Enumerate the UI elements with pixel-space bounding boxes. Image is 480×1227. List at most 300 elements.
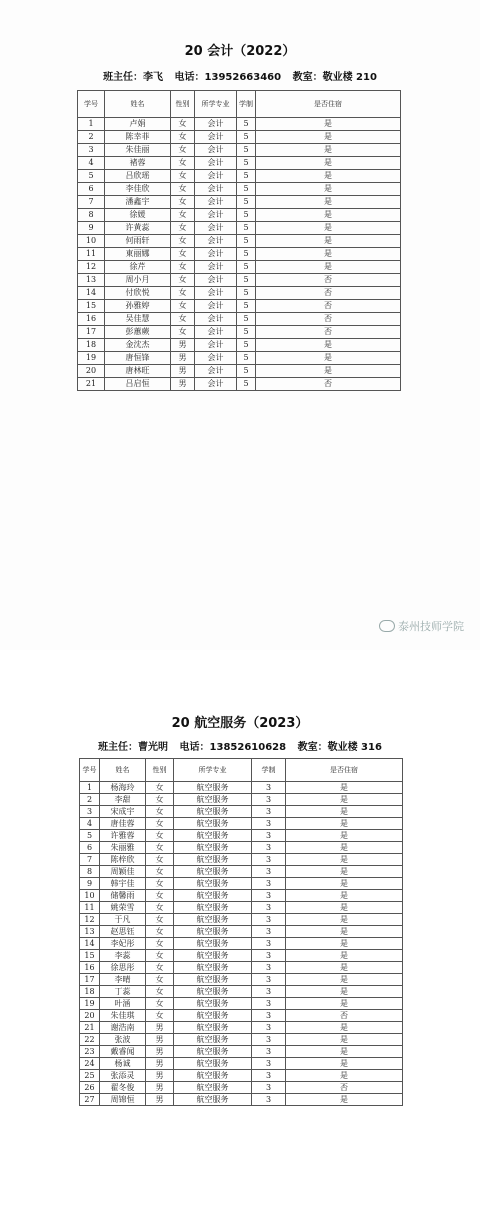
cell-gender: 女: [146, 950, 174, 962]
cell-student-id: 23: [80, 1046, 100, 1058]
cell-major: 航空服务: [174, 866, 252, 878]
cell-student-name: 叶涵: [100, 998, 146, 1010]
cell-student-name: 戴睿闻: [100, 1046, 146, 1058]
cell-boarding: 是: [286, 962, 403, 974]
cell-student-id: 18: [78, 339, 105, 352]
table-row: [78, 287, 401, 300]
cell-student-id: 20: [78, 365, 105, 378]
cell-boarding: 是: [256, 261, 401, 274]
table-row: [80, 830, 403, 842]
cell-student-name: 何雨轩: [105, 235, 171, 248]
cell-years: 3: [252, 854, 286, 866]
column-header-boarding: 是否住宿: [286, 759, 403, 782]
cell-student-name: 张添灵: [100, 1070, 146, 1082]
cell-years: 5: [237, 287, 256, 300]
cell-gender: 女: [171, 326, 195, 339]
cell-boarding: 是: [256, 222, 401, 235]
column-header-major: 所学专业: [195, 91, 237, 118]
cell-major: 会计: [195, 313, 237, 326]
cell-gender: 女: [146, 782, 174, 794]
cell-major: 航空服务: [174, 938, 252, 950]
table-row: [78, 183, 401, 196]
cell-student-name: 张波: [100, 1034, 146, 1046]
table-row: [80, 866, 403, 878]
table-row: [80, 974, 403, 986]
cell-student-id: 18: [80, 986, 100, 998]
student-table: [77, 90, 401, 391]
cell-years: 3: [252, 962, 286, 974]
cell-boarding: 是: [256, 144, 401, 157]
cell-student-name: 韩宇佳: [100, 878, 146, 890]
cell-gender: 男: [171, 378, 195, 391]
cell-gender: 女: [146, 842, 174, 854]
cell-student-name: 李晴: [100, 974, 146, 986]
cell-boarding: 是: [256, 118, 401, 131]
cell-major: 会计: [195, 326, 237, 339]
cell-gender: 女: [171, 235, 195, 248]
cell-major: 航空服务: [174, 974, 252, 986]
cell-major: 会计: [195, 183, 237, 196]
cell-student-name: 陈梓欣: [100, 854, 146, 866]
table-row: [80, 1010, 403, 1022]
cell-student-name: 金沈杰: [105, 339, 171, 352]
cell-student-name: 徐媛: [105, 209, 171, 222]
cell-student-id: 11: [78, 248, 105, 261]
cell-years: 3: [252, 1010, 286, 1022]
cell-boarding: 是: [286, 1022, 403, 1034]
cell-major: 会计: [195, 170, 237, 183]
cell-boarding: 是: [286, 842, 403, 854]
cell-major: 航空服务: [174, 986, 252, 998]
cell-years: 3: [252, 818, 286, 830]
table-row: [80, 794, 403, 806]
column-header-gender: 性别: [171, 91, 195, 118]
class-info: [0, 68, 480, 83]
cell-gender: 女: [171, 274, 195, 287]
cell-years: 5: [237, 157, 256, 170]
cell-gender: 女: [146, 866, 174, 878]
cell-boarding: 是: [256, 365, 401, 378]
cell-major: 会计: [195, 261, 237, 274]
cell-boarding: 是: [256, 235, 401, 248]
cell-gender: 女: [146, 854, 174, 866]
cell-boarding: 是: [286, 1070, 403, 1082]
cell-gender: 女: [171, 131, 195, 144]
cell-student-name: 東丽娜: [105, 248, 171, 261]
cell-student-id: 12: [78, 261, 105, 274]
cell-major: 会计: [195, 144, 237, 157]
column-header-student-id: 学号: [80, 759, 100, 782]
cell-major: 航空服务: [174, 806, 252, 818]
cell-boarding: 是: [286, 866, 403, 878]
cell-boarding: 否: [256, 313, 401, 326]
cell-major: 航空服务: [174, 830, 252, 842]
cell-student-name: 姚荣雪: [100, 902, 146, 914]
cell-gender: 女: [171, 313, 195, 326]
cell-student-name: 丁蕊: [100, 986, 146, 998]
table-row: [80, 1070, 403, 1082]
cell-gender: 男: [146, 1070, 174, 1082]
cell-student-id: 20: [80, 1010, 100, 1022]
cell-student-name: 李妃彤: [100, 938, 146, 950]
cell-years: 5: [237, 183, 256, 196]
cell-student-id: 16: [80, 962, 100, 974]
cell-boarding: 是: [286, 1034, 403, 1046]
cell-major: 航空服务: [174, 1082, 252, 1094]
cell-major: 航空服务: [174, 854, 252, 866]
cell-boarding: 是: [256, 157, 401, 170]
cell-boarding: 是: [286, 1046, 403, 1058]
cell-student-name: 潘鑫宇: [105, 196, 171, 209]
table-row: [80, 902, 403, 914]
cell-student-id: 26: [80, 1082, 100, 1094]
cell-years: 3: [252, 866, 286, 878]
cell-boarding: 是: [286, 818, 403, 830]
table-row: [78, 339, 401, 352]
table-row: [78, 365, 401, 378]
cell-years: 3: [252, 1094, 286, 1106]
cell-student-name: 周颖佳: [100, 866, 146, 878]
cell-student-id: 13: [80, 926, 100, 938]
cell-student-id: 10: [78, 235, 105, 248]
cell-boarding: 是: [286, 1058, 403, 1070]
cell-student-id: 22: [80, 1034, 100, 1046]
cell-gender: 女: [171, 196, 195, 209]
cell-gender: 男: [146, 1022, 174, 1034]
section-title: 20 会计（2022）: [184, 44, 296, 59]
phone-label: 电话：13852610628: [179, 742, 287, 753]
cell-student-id: 6: [78, 183, 105, 196]
table-row: [80, 938, 403, 950]
cell-boarding: 是: [256, 131, 401, 144]
cell-major: 会计: [195, 157, 237, 170]
cell-gender: 男: [146, 1058, 174, 1070]
table-row: [80, 926, 403, 938]
cell-student-id: 4: [80, 818, 100, 830]
cell-major: 会计: [195, 131, 237, 144]
cell-major: 航空服务: [174, 794, 252, 806]
cell-gender: 男: [146, 1046, 174, 1058]
column-header-student-id: 学号: [78, 91, 105, 118]
cell-student-name: 李蕊: [100, 950, 146, 962]
column-header-student-name: 姓名: [100, 759, 146, 782]
cell-student-id: 6: [80, 842, 100, 854]
cell-student-id: 15: [78, 300, 105, 313]
cell-student-name: 唐恒锋: [105, 352, 171, 365]
cell-student-name: 许雅蓉: [100, 830, 146, 842]
cell-gender: 女: [146, 902, 174, 914]
table-row: [78, 144, 401, 157]
cell-years: 5: [237, 274, 256, 287]
cell-years: 3: [252, 974, 286, 986]
cell-years: 3: [252, 938, 286, 950]
cell-gender: 女: [171, 118, 195, 131]
cell-boarding: 否: [256, 378, 401, 391]
cell-gender: 女: [146, 974, 174, 986]
cell-student-id: 14: [78, 287, 105, 300]
cell-major: 航空服务: [174, 1058, 252, 1070]
cell-student-id: 7: [80, 854, 100, 866]
table-row: [78, 170, 401, 183]
cell-major: 航空服务: [174, 962, 252, 974]
table-row: [78, 274, 401, 287]
table-row: [80, 1046, 403, 1058]
table-row: [80, 1034, 403, 1046]
cell-years: 5: [237, 170, 256, 183]
cell-years: 5: [237, 365, 256, 378]
cell-years: 5: [237, 222, 256, 235]
cell-gender: 女: [171, 300, 195, 313]
table-row: [80, 962, 403, 974]
wechat-icon: [379, 620, 395, 632]
cell-student-name: 吕启恒: [105, 378, 171, 391]
cell-student-id: 8: [78, 209, 105, 222]
cell-boarding: 否: [286, 1082, 403, 1094]
cell-student-name: 孙雅婷: [105, 300, 171, 313]
cell-student-name: 许黄蕊: [105, 222, 171, 235]
cell-years: 5: [237, 339, 256, 352]
cell-years: 3: [252, 842, 286, 854]
table-header-row: [78, 91, 401, 118]
cell-student-name: 朱佳琪: [100, 1010, 146, 1022]
cell-boarding: 否: [256, 287, 401, 300]
cell-student-id: 9: [80, 878, 100, 890]
student-table: [79, 758, 403, 1106]
cell-boarding: 是: [286, 1094, 403, 1106]
cell-major: 会计: [195, 235, 237, 248]
column-header-boarding: 是否住宿: [256, 91, 401, 118]
cell-student-id: 17: [80, 974, 100, 986]
cell-major: 会计: [195, 378, 237, 391]
cell-student-id: 12: [80, 914, 100, 926]
cell-years: 3: [252, 806, 286, 818]
column-header-major: 所学专业: [174, 759, 252, 782]
cell-boarding: 是: [256, 196, 401, 209]
cell-major: 会计: [195, 300, 237, 313]
cell-years: 5: [237, 352, 256, 365]
cell-boarding: 是: [286, 974, 403, 986]
cell-years: 3: [252, 1082, 286, 1094]
cell-student-id: 21: [80, 1022, 100, 1034]
cell-years: 3: [252, 878, 286, 890]
cell-student-name: 储馨雨: [100, 890, 146, 902]
cell-years: 3: [252, 1070, 286, 1082]
cell-student-name: 付欣悦: [105, 287, 171, 300]
cell-student-id: 1: [78, 118, 105, 131]
cell-student-name: 于凡: [100, 914, 146, 926]
cell-boarding: 是: [286, 926, 403, 938]
cell-boarding: 是: [286, 950, 403, 962]
cell-gender: 女: [146, 806, 174, 818]
cell-years: 3: [252, 902, 286, 914]
table-row: [78, 300, 401, 313]
table-row: [78, 196, 401, 209]
cell-major: 航空服务: [174, 998, 252, 1010]
cell-student-id: 3: [80, 806, 100, 818]
cell-gender: 男: [146, 1034, 174, 1046]
cell-boarding: 是: [256, 209, 401, 222]
room-label: 教室：敬业楼 316: [297, 742, 382, 753]
cell-student-id: 2: [78, 131, 105, 144]
column-header-student-name: 姓名: [105, 91, 171, 118]
cell-years: 5: [237, 300, 256, 313]
table-row: [80, 818, 403, 830]
cell-boarding: 是: [256, 352, 401, 365]
cell-years: 3: [252, 986, 286, 998]
cell-years: 3: [252, 914, 286, 926]
cell-student-id: 7: [78, 196, 105, 209]
cell-student-name: 杨海玲: [100, 782, 146, 794]
cell-gender: 女: [146, 1010, 174, 1022]
cell-student-name: 周锦恒: [100, 1094, 146, 1106]
cell-boarding: 是: [286, 878, 403, 890]
table-row: [80, 1094, 403, 1106]
table-row: [78, 222, 401, 235]
cell-major: 航空服务: [174, 1010, 252, 1022]
cell-student-id: 21: [78, 378, 105, 391]
cell-boarding: 是: [286, 998, 403, 1010]
cell-major: 会计: [195, 365, 237, 378]
cell-boarding: 是: [256, 183, 401, 196]
cell-major: 航空服务: [174, 818, 252, 830]
table-row: [78, 118, 401, 131]
cell-gender: 女: [171, 183, 195, 196]
cell-years: 3: [252, 926, 286, 938]
cell-student-name: 赵思钰: [100, 926, 146, 938]
cell-years: 3: [252, 1022, 286, 1034]
cell-student-name: 吴佳慧: [105, 313, 171, 326]
cell-major: 会计: [195, 209, 237, 222]
cell-student-name: 宋成宇: [100, 806, 146, 818]
column-header-gender: 性别: [146, 759, 174, 782]
cell-boarding: 是: [256, 170, 401, 183]
cell-student-name: 陈幸菲: [105, 131, 171, 144]
cell-gender: 女: [146, 938, 174, 950]
cell-student-id: 1: [80, 782, 100, 794]
table-row: [78, 131, 401, 144]
cell-boarding: 是: [286, 854, 403, 866]
cell-boarding: 是: [286, 938, 403, 950]
cell-years: 3: [252, 830, 286, 842]
cell-major: 航空服务: [174, 842, 252, 854]
cell-boarding: 是: [286, 890, 403, 902]
table-row: [78, 352, 401, 365]
watermark: [379, 618, 464, 634]
cell-student-name: 朱丽雅: [100, 842, 146, 854]
cell-student-id: 9: [78, 222, 105, 235]
table-row: [80, 782, 403, 794]
cell-years: 5: [237, 326, 256, 339]
cell-gender: 女: [146, 962, 174, 974]
cell-years: 3: [252, 782, 286, 794]
section-title: 20 航空服务（2023）: [171, 716, 309, 731]
cell-student-id: 24: [80, 1058, 100, 1070]
table-row: [80, 854, 403, 866]
cell-major: 会计: [195, 196, 237, 209]
cell-student-id: 15: [80, 950, 100, 962]
cell-student-name: 褚蓉: [105, 157, 171, 170]
table-row: [80, 998, 403, 1010]
table-row: [80, 914, 403, 926]
cell-gender: 男: [171, 352, 195, 365]
cell-gender: 男: [171, 339, 195, 352]
cell-boarding: 否: [256, 326, 401, 339]
cell-years: 5: [237, 144, 256, 157]
cell-major: 航空服务: [174, 890, 252, 902]
cell-years: 5: [237, 313, 256, 326]
cell-gender: 女: [146, 890, 174, 902]
cell-student-id: 4: [78, 157, 105, 170]
cell-years: 3: [252, 1046, 286, 1058]
teacher-label: 班主任：李飞: [103, 72, 164, 83]
cell-major: 航空服务: [174, 914, 252, 926]
cell-student-id: 27: [80, 1094, 100, 1106]
cell-years: 3: [252, 950, 286, 962]
cell-boarding: 是: [286, 914, 403, 926]
cell-student-name: 徐思彤: [100, 962, 146, 974]
teacher-label: 班主任：曹光明: [98, 742, 169, 753]
cell-gender: 女: [146, 818, 174, 830]
cell-boarding: 是: [256, 248, 401, 261]
cell-student-id: 13: [78, 274, 105, 287]
cell-gender: 女: [146, 998, 174, 1010]
cell-student-id: 5: [80, 830, 100, 842]
cell-student-name: 李甜: [100, 794, 146, 806]
cell-boarding: 是: [286, 986, 403, 998]
cell-years: 3: [252, 1058, 286, 1070]
cell-boarding: 否: [286, 1010, 403, 1022]
cell-student-id: 3: [78, 144, 105, 157]
cell-boarding: 否: [256, 274, 401, 287]
cell-boarding: 是: [256, 339, 401, 352]
room-label: 教室：敬业楼 210: [292, 72, 377, 83]
table-row: [80, 890, 403, 902]
cell-major: 航空服务: [174, 1094, 252, 1106]
table-row: [80, 1022, 403, 1034]
cell-years: 5: [237, 196, 256, 209]
cell-major: 会计: [195, 248, 237, 261]
cell-gender: 男: [146, 1094, 174, 1106]
cell-gender: 女: [171, 287, 195, 300]
table-row: [78, 157, 401, 170]
column-header-years: 学制: [237, 91, 256, 118]
table-row: [78, 326, 401, 339]
cell-gender: 女: [146, 794, 174, 806]
table-row: [78, 378, 401, 391]
table-row: [80, 806, 403, 818]
cell-years: 5: [237, 248, 256, 261]
cell-major: 航空服务: [174, 950, 252, 962]
cell-gender: 女: [146, 830, 174, 842]
cell-major: 航空服务: [174, 902, 252, 914]
cell-student-id: 8: [80, 866, 100, 878]
cell-years: 3: [252, 998, 286, 1010]
table-row: [80, 1058, 403, 1070]
cell-gender: 男: [146, 1082, 174, 1094]
cell-student-id: 2: [80, 794, 100, 806]
cell-years: 5: [237, 235, 256, 248]
cell-major: 会计: [195, 222, 237, 235]
cell-gender: 女: [146, 878, 174, 890]
phone-label: 电话：13952663460: [174, 72, 282, 83]
cell-gender: 女: [171, 157, 195, 170]
cell-years: 3: [252, 1034, 286, 1046]
cell-gender: 女: [171, 170, 195, 183]
cell-student-name: 李佳欣: [105, 183, 171, 196]
cell-major: 会计: [195, 287, 237, 300]
cell-major: 航空服务: [174, 1034, 252, 1046]
cell-student-name: 彭蕙蕨: [105, 326, 171, 339]
